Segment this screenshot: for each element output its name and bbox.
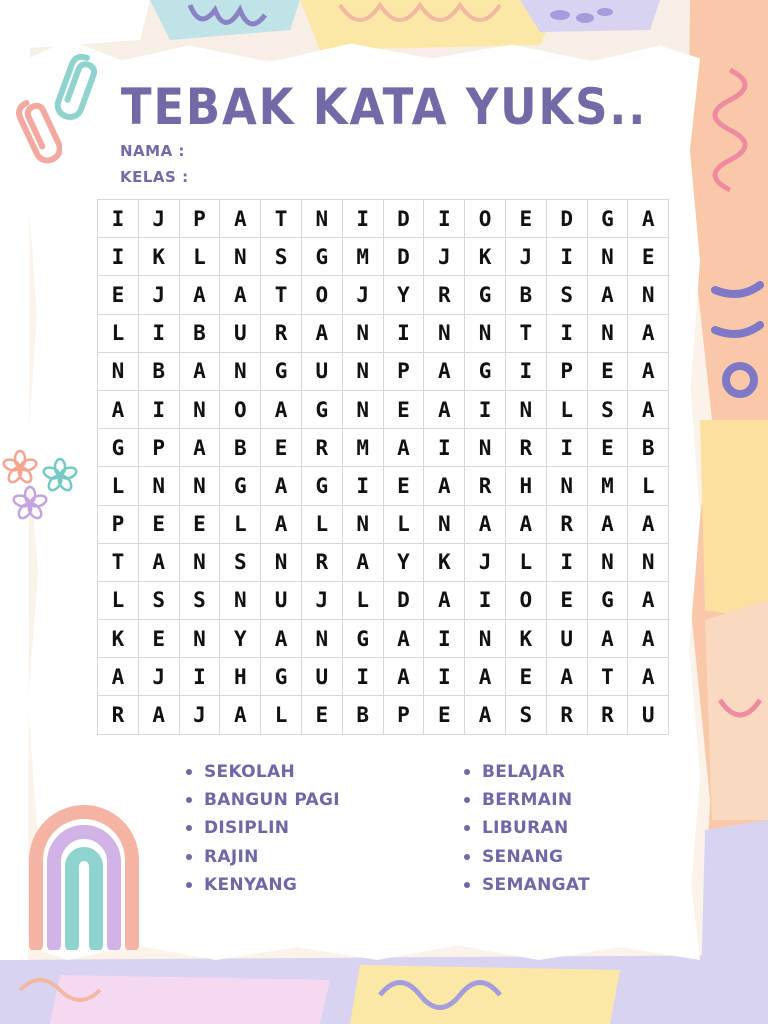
grid-cell[interactable]: N (343, 391, 384, 429)
grid-cell[interactable]: E (506, 658, 547, 696)
grid-cell[interactable]: J (343, 276, 384, 314)
grid-cell[interactable]: G (302, 391, 343, 429)
grid-cell[interactable]: J (424, 238, 465, 276)
grid-cell[interactable]: J (302, 582, 343, 620)
word-label: SEMANGAT (482, 874, 590, 895)
grid-cell[interactable]: U (220, 315, 261, 353)
grid-cell[interactable]: I (98, 200, 139, 238)
grid-cell[interactable]: N (220, 353, 261, 391)
grid-cell[interactable]: N (139, 467, 180, 505)
grid-cell[interactable]: L (343, 582, 384, 620)
word-label: KENYANG (204, 874, 298, 895)
grid-cell[interactable]: S (588, 391, 629, 429)
bullet-icon (186, 854, 192, 860)
grid-cell[interactable]: N (180, 467, 221, 505)
grid-cell[interactable]: G (98, 429, 139, 467)
grid-cell[interactable]: A (628, 620, 669, 658)
word-search-grid (97, 199, 669, 735)
grid-cell[interactable]: I (506, 353, 547, 391)
bullet-icon (186, 825, 192, 831)
grid-cell[interactable]: I (343, 467, 384, 505)
grid-cell[interactable]: A (261, 467, 302, 505)
grid-cell[interactable]: I (424, 620, 465, 658)
grid-cell[interactable]: O (220, 391, 261, 429)
word-label: BELAJAR (482, 762, 566, 782)
grid-cell[interactable]: A (384, 429, 425, 467)
word-list-item (464, 816, 590, 844)
grid-cell[interactable]: I (547, 429, 588, 467)
word-list-item (464, 760, 590, 788)
grid-cell[interactable]: N (547, 467, 588, 505)
grid-cell[interactable]: A (220, 200, 261, 238)
word-list-left (186, 760, 340, 901)
grid-cell[interactable]: I (424, 658, 465, 696)
grid-cell[interactable]: L (180, 238, 221, 276)
grid-cell[interactable]: A (424, 467, 465, 505)
bullet-icon (186, 769, 192, 775)
bullet-icon (186, 797, 192, 803)
grid-cell[interactable]: J (139, 200, 180, 238)
grid-cell[interactable]: I (424, 200, 465, 238)
word-label: BANGUN PAGI (204, 790, 340, 811)
grid-cell[interactable]: N (465, 429, 506, 467)
word-list-item (186, 788, 340, 816)
grid-cell[interactable]: R (98, 696, 139, 734)
grid-cell[interactable]: E (139, 506, 180, 544)
grid-cell[interactable]: N (98, 353, 139, 391)
grid-cell[interactable]: G (261, 353, 302, 391)
grid-cell[interactable]: A (628, 506, 669, 544)
grid-cell[interactable]: A (424, 391, 465, 429)
grid-cell[interactable]: O (506, 582, 547, 620)
grid-cell[interactable]: O (465, 200, 506, 238)
grid-cell[interactable]: P (384, 696, 425, 734)
grid-cell[interactable]: E (98, 276, 139, 314)
grid-cell[interactable]: L (628, 467, 669, 505)
grid-cell[interactable]: N (261, 544, 302, 582)
grid-cell[interactable]: S (506, 696, 547, 734)
grid-cell[interactable]: G (261, 658, 302, 696)
grid-cell[interactable]: L (547, 391, 588, 429)
grid-cell[interactable]: E (588, 353, 629, 391)
grid-cell[interactable]: N (424, 506, 465, 544)
grid-cell[interactable]: E (384, 391, 425, 429)
grid-cell[interactable]: S (180, 582, 221, 620)
grid-cell[interactable]: G (465, 276, 506, 314)
grid-cell[interactable]: T (261, 276, 302, 314)
grid-cell[interactable]: A (98, 658, 139, 696)
grid-cell[interactable]: I (343, 658, 384, 696)
word-list-item (186, 760, 340, 788)
grid-cell[interactable]: I (465, 391, 506, 429)
grid-cell[interactable]: M (588, 467, 629, 505)
grid-cell[interactable]: T (506, 315, 547, 353)
grid-cell[interactable]: S (261, 238, 302, 276)
grid-cell[interactable]: L (261, 696, 302, 734)
bullet-icon (464, 797, 470, 803)
grid-cell[interactable]: R (302, 429, 343, 467)
grid-cell[interactable]: S (220, 544, 261, 582)
grid-cell[interactable]: B (180, 315, 221, 353)
grid-cell[interactable]: R (547, 696, 588, 734)
grid-cell[interactable]: I (547, 238, 588, 276)
grid-cell[interactable]: N (180, 391, 221, 429)
grid-cell[interactable]: G (588, 200, 629, 238)
grid-cell[interactable]: R (302, 544, 343, 582)
grid-cell[interactable]: A (628, 200, 669, 238)
grid-cell[interactable]: A (220, 696, 261, 734)
grid-cell[interactable]: N (628, 544, 669, 582)
grid-cell[interactable]: I (139, 391, 180, 429)
grid-cell[interactable]: G (302, 238, 343, 276)
grid-cell[interactable]: A (384, 620, 425, 658)
word-label: DISIPLIN (204, 818, 290, 839)
grid-cell[interactable]: G (465, 353, 506, 391)
bullet-icon (464, 882, 470, 888)
grid-cell[interactable]: T (98, 544, 139, 582)
grid-cell[interactable]: A (465, 658, 506, 696)
word-list-item (186, 845, 340, 873)
grid-cell[interactable]: N (302, 200, 343, 238)
word-list-item (464, 788, 590, 816)
grid-cell[interactable]: I (98, 238, 139, 276)
page-title: TEBAK KATA YUKS.. (120, 78, 648, 136)
grid-cell[interactable]: E (588, 429, 629, 467)
grid-cell[interactable]: A (139, 544, 180, 582)
grid-cell[interactable]: E (547, 582, 588, 620)
grid-cell[interactable]: N (180, 620, 221, 658)
grid-cell[interactable]: L (98, 315, 139, 353)
grid-cell[interactable]: R (424, 276, 465, 314)
grid-cell[interactable]: A (424, 582, 465, 620)
grid-cell[interactable]: A (220, 276, 261, 314)
grid-cell[interactable]: A (465, 506, 506, 544)
grid-cell[interactable]: B (220, 429, 261, 467)
grid-cell[interactable]: A (628, 582, 669, 620)
grid-cell[interactable]: A (588, 620, 629, 658)
grid-cell[interactable]: A (384, 658, 425, 696)
grid-cell[interactable]: K (98, 620, 139, 658)
grid-cell[interactable]: M (343, 429, 384, 467)
grid-cell[interactable]: Y (384, 544, 425, 582)
grid-cell[interactable]: N (465, 315, 506, 353)
grid-cell[interactable]: E (180, 506, 221, 544)
grid-cell[interactable]: H (506, 467, 547, 505)
grid-cell[interactable]: N (506, 391, 547, 429)
grid-cell[interactable]: N (588, 544, 629, 582)
grid-cell[interactable]: A (139, 696, 180, 734)
grid-cell[interactable]: T (588, 658, 629, 696)
grid-cell[interactable]: Y (220, 620, 261, 658)
grid-cell[interactable]: B (628, 429, 669, 467)
grid-cell[interactable]: N (588, 238, 629, 276)
grid-cell[interactable]: D (384, 582, 425, 620)
grid-cell[interactable]: I (384, 315, 425, 353)
grid-cell[interactable]: U (261, 582, 302, 620)
grid-cell[interactable]: R (588, 696, 629, 734)
grid-cell[interactable]: E (424, 696, 465, 734)
grid-cell[interactable]: U (628, 696, 669, 734)
grid-cell[interactable]: K (506, 620, 547, 658)
grid-cell[interactable]: A (180, 429, 221, 467)
grid-cell[interactable]: I (465, 582, 506, 620)
grid-cell[interactable]: A (628, 391, 669, 429)
grid-cell[interactable]: A (506, 506, 547, 544)
grid-cell[interactable]: A (628, 315, 669, 353)
class-label: KELAS : (120, 168, 189, 186)
word-label: BERMAIN (482, 790, 573, 811)
grid-cell[interactable]: I (424, 429, 465, 467)
grid-cell[interactable]: A (588, 276, 629, 314)
grid-cell[interactable]: N (220, 582, 261, 620)
grid-cell[interactable]: U (547, 620, 588, 658)
grid-cell[interactable]: G (302, 467, 343, 505)
grid-cell[interactable]: L (384, 506, 425, 544)
word-list-item (464, 873, 590, 901)
grid-cell[interactable]: E (506, 200, 547, 238)
grid-cell[interactable]: A (98, 391, 139, 429)
grid-cell[interactable]: N (588, 315, 629, 353)
grid-cell[interactable]: N (343, 315, 384, 353)
grid-cell[interactable]: A (628, 658, 669, 696)
rainbow-icon (24, 800, 144, 950)
grid-cell[interactable]: A (302, 315, 343, 353)
grid-cell[interactable]: L (506, 544, 547, 582)
grid-cell[interactable]: S (547, 276, 588, 314)
name-label: NAMA : (120, 142, 185, 160)
grid-cell[interactable]: P (180, 200, 221, 238)
grid-cell[interactable]: A (628, 353, 669, 391)
grid-cell[interactable]: G (220, 467, 261, 505)
word-label: RAJIN (204, 846, 259, 867)
grid-cell[interactable]: A (180, 276, 221, 314)
grid-cell[interactable]: B (506, 276, 547, 314)
grid-cell[interactable]: J (465, 544, 506, 582)
grid-cell[interactable]: J (139, 276, 180, 314)
grid-cell[interactable]: B (139, 353, 180, 391)
grid-cell[interactable]: L (98, 582, 139, 620)
grid-cell[interactable]: R (547, 506, 588, 544)
grid-cell[interactable]: E (139, 620, 180, 658)
flower-icon (0, 440, 85, 530)
grid-cell[interactable]: U (302, 353, 343, 391)
bullet-icon (464, 825, 470, 831)
grid-cell[interactable]: L (302, 506, 343, 544)
grid-cell[interactable]: S (139, 582, 180, 620)
bullet-icon (464, 854, 470, 860)
grid-cell[interactable]: A (343, 544, 384, 582)
grid-cell[interactable]: Y (384, 276, 425, 314)
grid-cell[interactable]: I (180, 658, 221, 696)
grid-cell[interactable]: R (261, 315, 302, 353)
grid-cell[interactable]: A (261, 506, 302, 544)
grid-cell[interactable]: P (98, 506, 139, 544)
grid-cell[interactable]: I (343, 200, 384, 238)
grid-cell[interactable]: P (384, 353, 425, 391)
grid-cell[interactable]: J (139, 658, 180, 696)
grid-cell[interactable]: I (547, 315, 588, 353)
grid-cell[interactable]: D (547, 200, 588, 238)
word-list-item (186, 816, 340, 844)
grid-cell[interactable]: L (98, 467, 139, 505)
grid-cell[interactable]: E (261, 429, 302, 467)
grid-cell[interactable]: D (384, 238, 425, 276)
grid-cell[interactable]: A (180, 353, 221, 391)
grid-cell[interactable]: A (588, 506, 629, 544)
grid-cell[interactable]: K (424, 544, 465, 582)
grid-cell[interactable]: P (139, 429, 180, 467)
grid-cell[interactable]: P (547, 353, 588, 391)
bullet-icon (186, 882, 192, 888)
grid-cell[interactable]: I (139, 315, 180, 353)
grid-cell[interactable]: N (343, 353, 384, 391)
word-list-item (464, 845, 590, 873)
grid-cell[interactable]: A (261, 620, 302, 658)
grid-cell[interactable]: K (139, 238, 180, 276)
grid-cell[interactable]: T (261, 200, 302, 238)
grid-cell[interactable]: O (302, 276, 343, 314)
grid-cell[interactable]: G (588, 582, 629, 620)
grid-cell[interactable]: H (220, 658, 261, 696)
grid-cell[interactable]: A (261, 391, 302, 429)
grid-cell[interactable]: N (343, 506, 384, 544)
word-list-item (186, 873, 340, 901)
grid-cell[interactable]: E (302, 696, 343, 734)
grid-cell[interactable]: J (180, 696, 221, 734)
grid-cell[interactable]: N (302, 620, 343, 658)
grid-cell[interactable]: N (424, 315, 465, 353)
word-label: SEKOLAH (204, 762, 296, 782)
grid-cell[interactable]: I (547, 544, 588, 582)
grid-cell[interactable]: R (506, 429, 547, 467)
grid-cell[interactable]: D (384, 200, 425, 238)
grid-cell[interactable]: A (465, 696, 506, 734)
grid-cell[interactable]: K (465, 238, 506, 276)
grid-cell[interactable]: A (424, 353, 465, 391)
grid-cell[interactable]: E (628, 238, 669, 276)
grid-cell[interactable]: U (302, 658, 343, 696)
word-label: SENANG (482, 846, 564, 867)
grid-cell[interactable]: L (220, 506, 261, 544)
grid-cell[interactable]: N (465, 620, 506, 658)
grid-cell[interactable]: G (343, 620, 384, 658)
grid-cell[interactable]: M (343, 238, 384, 276)
grid-cell[interactable]: N (220, 238, 261, 276)
grid-cell[interactable]: E (384, 467, 425, 505)
grid-cell[interactable]: A (547, 658, 588, 696)
grid-cell[interactable]: N (628, 276, 669, 314)
grid-cell[interactable]: R (465, 467, 506, 505)
grid-cell[interactable]: J (506, 238, 547, 276)
grid-cell[interactable]: N (180, 544, 221, 582)
word-label: LIBURAN (482, 818, 569, 839)
word-list-right (464, 760, 590, 901)
grid-cell[interactable]: B (343, 696, 384, 734)
bullet-icon (464, 769, 470, 775)
